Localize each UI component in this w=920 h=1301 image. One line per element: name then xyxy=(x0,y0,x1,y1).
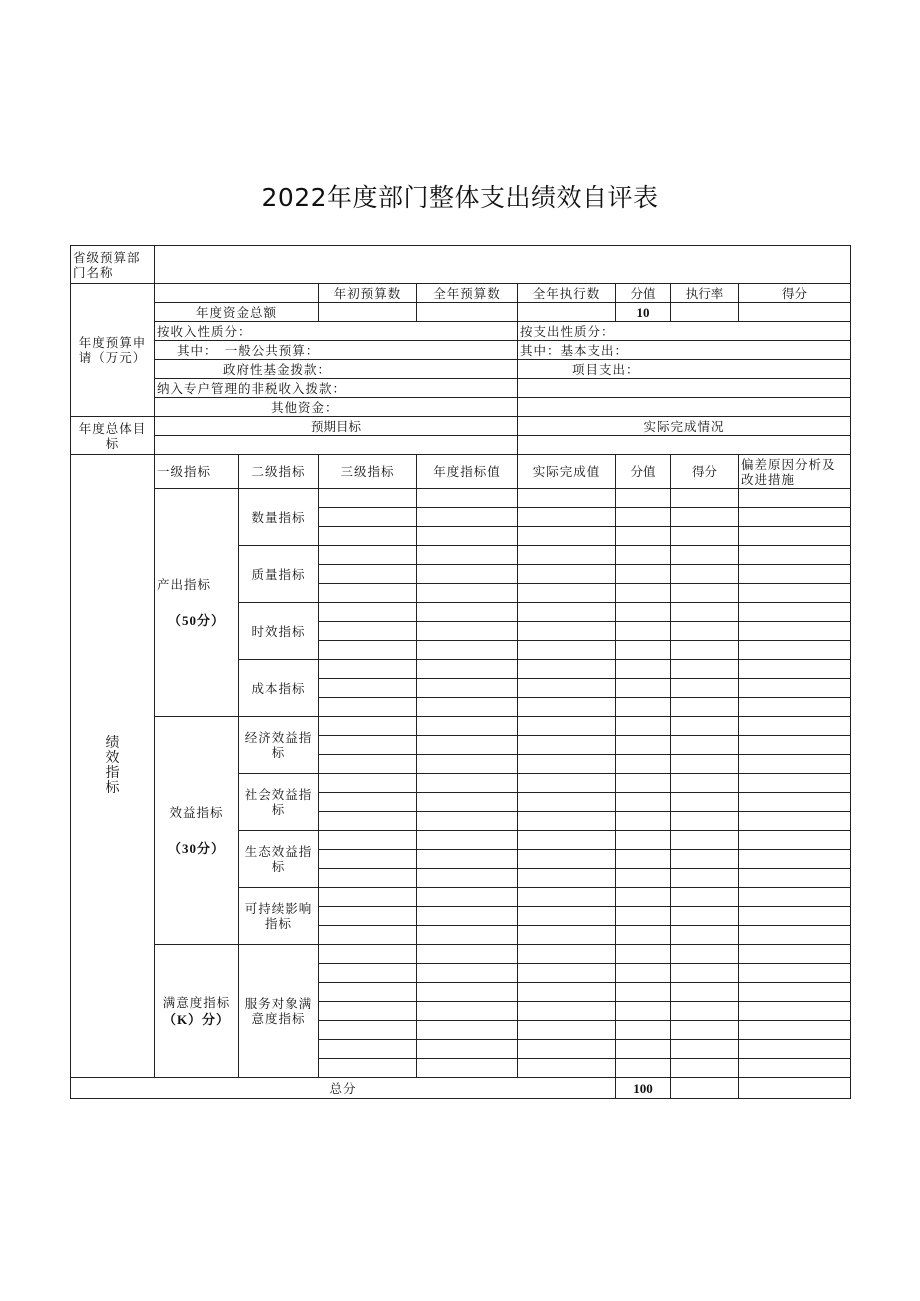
sustainability-indicator: 可持续影响指标 xyxy=(239,888,319,945)
cell xyxy=(671,603,739,622)
cell xyxy=(417,1040,518,1059)
cell xyxy=(417,964,518,983)
header-score-value: 分值 xyxy=(616,455,671,489)
cell xyxy=(671,508,739,527)
cell xyxy=(616,983,671,1002)
output-indicator-points: （50分） xyxy=(167,612,225,628)
cell xyxy=(739,1078,851,1099)
cell xyxy=(417,869,518,888)
cell xyxy=(518,546,616,565)
cell xyxy=(518,793,616,812)
cell xyxy=(616,546,671,565)
cell xyxy=(518,679,616,698)
cell xyxy=(616,698,671,717)
cell xyxy=(739,303,851,322)
page-title: 2022年度部门整体支出绩效自评表 xyxy=(261,183,659,212)
cell xyxy=(319,565,417,584)
header-deviation-analysis: 偏差原因分析及改进措施 xyxy=(739,455,851,489)
dept-name-value xyxy=(155,246,851,284)
cell xyxy=(739,489,851,508)
cell xyxy=(739,603,851,622)
cell xyxy=(616,1040,671,1059)
cell xyxy=(319,774,417,793)
cell xyxy=(319,983,417,1002)
by-income-label: 按收入性质分： xyxy=(155,322,518,341)
cell xyxy=(518,698,616,717)
dept-name-label: 省级预算部门名称 xyxy=(71,246,155,284)
cell xyxy=(616,508,671,527)
service-satisfaction-indicator: 服务对象满意度指标 xyxy=(239,945,319,1078)
cell xyxy=(319,736,417,755)
cell xyxy=(671,907,739,926)
cell xyxy=(319,603,417,622)
cell xyxy=(616,736,671,755)
cell xyxy=(671,755,739,774)
self-evaluation-table xyxy=(70,245,851,1099)
social-benefit-indicator: 社会效益指标 xyxy=(239,774,319,831)
cell xyxy=(739,831,851,850)
cell xyxy=(671,565,739,584)
output-indicator-name: 产出指标 xyxy=(157,576,212,592)
section-char: 指 xyxy=(105,765,120,781)
cell xyxy=(671,888,739,907)
cell xyxy=(319,793,417,812)
cell xyxy=(518,379,851,398)
cell xyxy=(319,641,417,660)
cell xyxy=(319,717,417,736)
cell xyxy=(671,812,739,831)
cell xyxy=(319,584,417,603)
header-execution-rate: 执行率 xyxy=(671,284,739,303)
cell xyxy=(518,584,616,603)
cell xyxy=(417,736,518,755)
cell xyxy=(319,907,417,926)
cell xyxy=(671,660,739,679)
cell xyxy=(739,964,851,983)
cell xyxy=(518,660,616,679)
cell xyxy=(616,774,671,793)
cell xyxy=(518,641,616,660)
cell xyxy=(739,1021,851,1040)
cell xyxy=(417,812,518,831)
actual-completion-header: 实际完成情况 xyxy=(518,417,851,436)
cell xyxy=(417,527,518,546)
cell xyxy=(518,717,616,736)
cell xyxy=(671,698,739,717)
cell xyxy=(739,527,851,546)
cell xyxy=(739,926,851,945)
cell xyxy=(616,660,671,679)
cell xyxy=(739,508,851,527)
cell xyxy=(417,983,518,1002)
cell xyxy=(417,660,518,679)
satisfaction-indicator-points: （K）分） xyxy=(162,1012,231,1027)
cell xyxy=(417,850,518,869)
cell xyxy=(518,303,616,322)
cell xyxy=(739,983,851,1002)
cell xyxy=(319,964,417,983)
cell xyxy=(671,1078,739,1099)
cell xyxy=(518,926,616,945)
cell xyxy=(739,755,851,774)
cell xyxy=(616,717,671,736)
cell xyxy=(671,679,739,698)
cell xyxy=(518,983,616,1002)
cell xyxy=(518,907,616,926)
cell xyxy=(417,546,518,565)
cell xyxy=(671,1021,739,1040)
cell xyxy=(417,926,518,945)
header-annual-target: 年度指标值 xyxy=(417,455,518,489)
cell xyxy=(319,869,417,888)
cell xyxy=(616,1021,671,1040)
cell xyxy=(319,508,417,527)
by-expense-label: 按支出性质分： xyxy=(518,322,851,341)
cell xyxy=(616,926,671,945)
cell xyxy=(518,603,616,622)
header-score: 得分 xyxy=(739,284,851,303)
cell xyxy=(319,622,417,641)
cell xyxy=(671,584,739,603)
cell xyxy=(671,1040,739,1059)
cell xyxy=(518,622,616,641)
cell xyxy=(417,641,518,660)
cell xyxy=(616,869,671,888)
cell xyxy=(319,945,417,964)
cell xyxy=(518,888,616,907)
cell xyxy=(518,1021,616,1040)
cell xyxy=(671,850,739,869)
cell xyxy=(319,831,417,850)
satisfaction-indicator-label xyxy=(155,945,239,1078)
cell xyxy=(739,869,851,888)
basic-expense-label: 其中：基本支出： xyxy=(518,341,851,360)
cell xyxy=(739,736,851,755)
header-level3: 三级指标 xyxy=(319,455,417,489)
cell xyxy=(616,964,671,983)
other-funds-label: 其他资金： xyxy=(155,398,518,417)
cell xyxy=(616,603,671,622)
cell xyxy=(417,907,518,926)
cell xyxy=(616,565,671,584)
cell xyxy=(616,584,671,603)
cell xyxy=(616,831,671,850)
cell xyxy=(739,774,851,793)
cell xyxy=(518,527,616,546)
cost-indicator: 成本指标 xyxy=(239,660,319,717)
ecological-benefit-indicator: 生态效益指标 xyxy=(239,831,319,888)
cell xyxy=(319,303,417,322)
cell xyxy=(616,1002,671,1021)
cell xyxy=(739,850,851,869)
cell xyxy=(616,850,671,869)
cell xyxy=(417,831,518,850)
cell xyxy=(739,565,851,584)
cell xyxy=(319,755,417,774)
cell xyxy=(518,869,616,888)
cell xyxy=(739,812,851,831)
header-level2: 二级指标 xyxy=(239,455,319,489)
cell xyxy=(417,622,518,641)
cell xyxy=(671,303,739,322)
header-level1: 一级指标 xyxy=(155,455,239,489)
cell xyxy=(319,888,417,907)
cell xyxy=(739,1059,851,1078)
cell xyxy=(518,398,851,417)
cell xyxy=(518,850,616,869)
output-indicator-label xyxy=(155,489,239,717)
total-score-label: 总分 xyxy=(71,1078,616,1099)
expected-goal-header: 预期目标 xyxy=(155,417,518,436)
cell xyxy=(319,546,417,565)
cell xyxy=(319,1040,417,1059)
budget-header-blank xyxy=(155,284,319,303)
header-score-value: 分值 xyxy=(616,284,671,303)
cell xyxy=(319,660,417,679)
header-score: 得分 xyxy=(671,455,739,489)
cell xyxy=(417,1021,518,1040)
cell xyxy=(417,698,518,717)
cell xyxy=(671,831,739,850)
cell xyxy=(417,888,518,907)
cell xyxy=(739,546,851,565)
cell xyxy=(417,508,518,527)
cell xyxy=(417,774,518,793)
cell xyxy=(671,717,739,736)
cell xyxy=(319,1059,417,1078)
cell xyxy=(518,508,616,527)
cell xyxy=(319,812,417,831)
benefit-indicator-name: 效益指标 xyxy=(169,804,224,820)
total-funds-label: 年度资金总额 xyxy=(155,303,319,322)
cell xyxy=(671,774,739,793)
benefit-indicator-points: （30分） xyxy=(167,840,225,856)
total-funds-score: 10 xyxy=(616,303,671,322)
cell xyxy=(417,717,518,736)
cell xyxy=(616,755,671,774)
cell xyxy=(671,546,739,565)
cell xyxy=(616,1059,671,1078)
cell xyxy=(616,945,671,964)
cell xyxy=(739,907,851,926)
cell xyxy=(319,679,417,698)
cell xyxy=(739,1040,851,1059)
cell xyxy=(319,1002,417,1021)
cell xyxy=(739,641,851,660)
cell xyxy=(319,527,417,546)
cell xyxy=(671,622,739,641)
cell xyxy=(417,1059,518,1078)
cell xyxy=(616,489,671,508)
header-annual-budget: 全年预算数 xyxy=(417,284,518,303)
cell xyxy=(319,698,417,717)
cell xyxy=(417,489,518,508)
cell xyxy=(671,527,739,546)
cell xyxy=(739,698,851,717)
cell xyxy=(417,303,518,322)
total-score-value: 100 xyxy=(616,1078,671,1099)
cell xyxy=(671,1002,739,1021)
cell xyxy=(417,755,518,774)
cell xyxy=(739,679,851,698)
cell xyxy=(319,850,417,869)
actual-completion-value xyxy=(518,436,851,455)
general-public-budget-label: 其中： 一般公共预算： xyxy=(155,341,518,360)
cell xyxy=(671,1059,739,1078)
non-tax-income-label: 纳入专户管理的非税收入拨款： xyxy=(155,379,518,398)
cell xyxy=(518,565,616,584)
header-actual-value: 实际完成值 xyxy=(518,455,616,489)
cell xyxy=(739,1002,851,1021)
cell xyxy=(417,565,518,584)
cell xyxy=(518,1002,616,1021)
cell xyxy=(739,888,851,907)
satisfaction-indicator-name: 满意度指标 xyxy=(162,995,231,1010)
cell xyxy=(518,1059,616,1078)
cell xyxy=(671,489,739,508)
cell xyxy=(671,964,739,983)
cell xyxy=(616,888,671,907)
cell xyxy=(616,907,671,926)
header-annual-execution: 全年执行数 xyxy=(518,284,616,303)
economic-benefit-indicator: 经济效益指标 xyxy=(239,717,319,774)
cell xyxy=(739,717,851,736)
cell xyxy=(319,926,417,945)
cell xyxy=(616,641,671,660)
cell xyxy=(671,945,739,964)
expected-goal-value xyxy=(155,436,518,455)
cell xyxy=(319,489,417,508)
gov-fund-label: 政府性基金拨款： xyxy=(155,360,518,379)
cell xyxy=(671,869,739,888)
cell xyxy=(739,622,851,641)
cell xyxy=(739,793,851,812)
cell xyxy=(518,736,616,755)
cell xyxy=(671,793,739,812)
performance-indicators-label xyxy=(71,455,155,1078)
cell xyxy=(671,736,739,755)
cell xyxy=(671,641,739,660)
cell xyxy=(739,945,851,964)
cell xyxy=(518,774,616,793)
cell xyxy=(518,964,616,983)
cell xyxy=(518,489,616,508)
cell xyxy=(739,660,851,679)
cell xyxy=(616,793,671,812)
project-expense-label: 项目支出： xyxy=(518,360,851,379)
cell xyxy=(518,831,616,850)
cell xyxy=(616,527,671,546)
timeliness-indicator: 时效指标 xyxy=(239,603,319,660)
section-char: 绩 xyxy=(105,735,120,751)
cell xyxy=(518,755,616,774)
cell xyxy=(518,945,616,964)
cell xyxy=(671,926,739,945)
cell xyxy=(616,622,671,641)
cell xyxy=(417,603,518,622)
cell xyxy=(319,1021,417,1040)
cell xyxy=(616,812,671,831)
cell xyxy=(417,945,518,964)
benefit-indicator-label xyxy=(155,717,239,945)
cell xyxy=(417,793,518,812)
quantity-indicator: 数量指标 xyxy=(239,489,319,546)
budget-section-label: 年度预算申请（万元） xyxy=(71,284,155,417)
section-char: 标 xyxy=(105,780,120,796)
cell xyxy=(417,584,518,603)
cell xyxy=(671,983,739,1002)
cell xyxy=(739,584,851,603)
cell xyxy=(417,1002,518,1021)
header-initial-budget: 年初预算数 xyxy=(319,284,417,303)
cell xyxy=(518,812,616,831)
quality-indicator: 质量指标 xyxy=(239,546,319,603)
cell xyxy=(518,1040,616,1059)
cell xyxy=(417,679,518,698)
section-char: 效 xyxy=(105,750,120,766)
annual-goal-label: 年度总体目标 xyxy=(71,417,155,455)
cell xyxy=(616,679,671,698)
